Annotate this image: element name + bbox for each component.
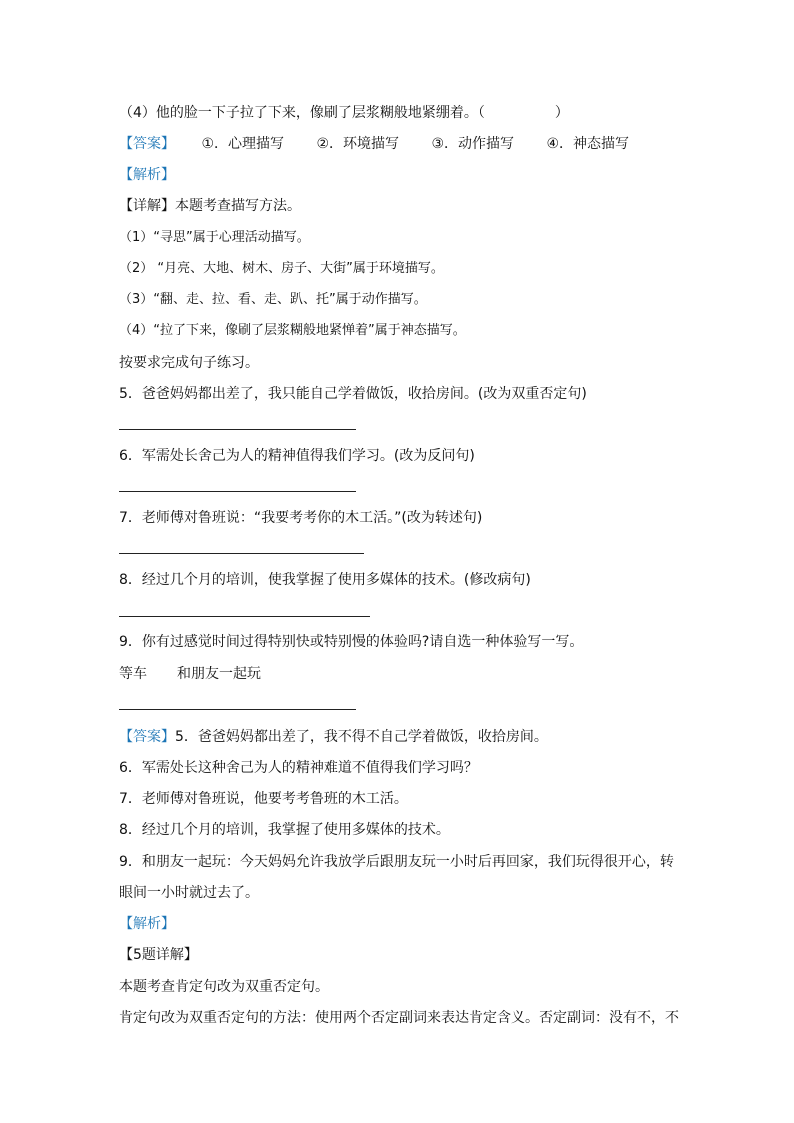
question-6: 6．军需处长舍己为人的精神值得我们学习。(改为反问句)	[119, 448, 475, 464]
detail-item-3: （3）“翻、走、拉、看、走、趴、托”属于动作描写。	[119, 292, 427, 307]
answer-line-1	[119, 135, 629, 153]
options-line	[119, 665, 261, 683]
detail-5-line-1: 本题考查肯定句改为双重否定句。	[119, 979, 329, 995]
answer-6: 6．军需处长这种舍己为人的精神难道不值得我们学习吗？	[119, 760, 478, 776]
analysis-tag-2: 【解析】	[119, 916, 175, 932]
answer-item-2: ②．环境描写	[316, 136, 400, 152]
answer-9-cont: 眼间一小时就过去了。	[119, 885, 259, 901]
answer-blank-8	[119, 616, 370, 617]
answer-8: 8．经过几个月的培训，我掌握了使用多媒体的技术。	[119, 822, 450, 838]
answer-tag-2: 【答案】	[119, 729, 175, 745]
detail-item-1: （1）“寻思”属于心理活动描写。	[119, 230, 310, 245]
answer-line-2	[119, 728, 548, 746]
answer-blank-6	[119, 491, 356, 492]
answer-9: 9．和朋友一起玩：今天妈妈允许我放学后跟朋友玩一小时后再回家，我们玩得很开心，转	[119, 854, 674, 870]
answer-item-1: ①．心理描写	[201, 136, 285, 152]
answer-blank-9	[119, 709, 356, 710]
question-7: 7．老师傅对鲁班说：“我要考考你的木工活。”(改为转述句)	[119, 510, 483, 526]
question-4-line	[119, 104, 569, 122]
detail-line	[119, 197, 301, 215]
detail-intro: 本题考查描写方法。	[175, 198, 301, 214]
answer-blank-5	[119, 429, 356, 430]
answer-7: 7．老师傅对鲁班说，他要考考鲁班的木工活。	[119, 791, 408, 807]
answer-blank-7	[119, 553, 364, 554]
detail-5-tag: 【5题详解】	[119, 947, 198, 963]
detail-item-4: （4）“拉了下来，像刷了层浆糊般地紧惮着”属于神态描写。	[119, 323, 466, 338]
detail-tag: 【详解】	[119, 198, 175, 214]
detail-item-2: （2） “月亮、大地、树木、房子、大街”属于环境描写。	[119, 261, 444, 276]
option-wait-bus: 等车	[119, 666, 147, 682]
section-title: 按要求完成句子练习。	[119, 355, 259, 371]
analysis-tag: 【解析】	[119, 167, 175, 183]
option-play-friends: 和朋友一起玩	[177, 666, 261, 682]
question-9: 9．你有过感觉时间过得特别快或特别慢的体验吗?请自选一种体验写一写。	[119, 634, 584, 650]
question-4-close: ）	[554, 105, 569, 121]
question-5: 5．爸爸妈妈都出差了，我只能自己学着做饭，收拾房间。(改为双重否定句)	[119, 386, 587, 402]
answer-item-4: ④．神态描写	[546, 136, 630, 152]
answer-tag: 【答案】	[119, 136, 175, 152]
question-4-text: （4）他的脸一下子拉了下来，像刷了层浆糊般地紧绷着。（	[119, 105, 485, 121]
answer-5: 5．爸爸妈妈都出差了，我不得不自己学着做饭，收拾房间。	[175, 729, 548, 745]
question-8: 8．经过几个月的培训，使我掌握了使用多媒体的技术。(修改病句)	[119, 572, 531, 588]
answer-item-3: ③．动作描写	[431, 136, 515, 152]
detail-5-line-2: 肯定句改为双重否定句的方法：使用两个否定副词来表达肯定含义。否定副词：没有不，不	[119, 1010, 679, 1026]
